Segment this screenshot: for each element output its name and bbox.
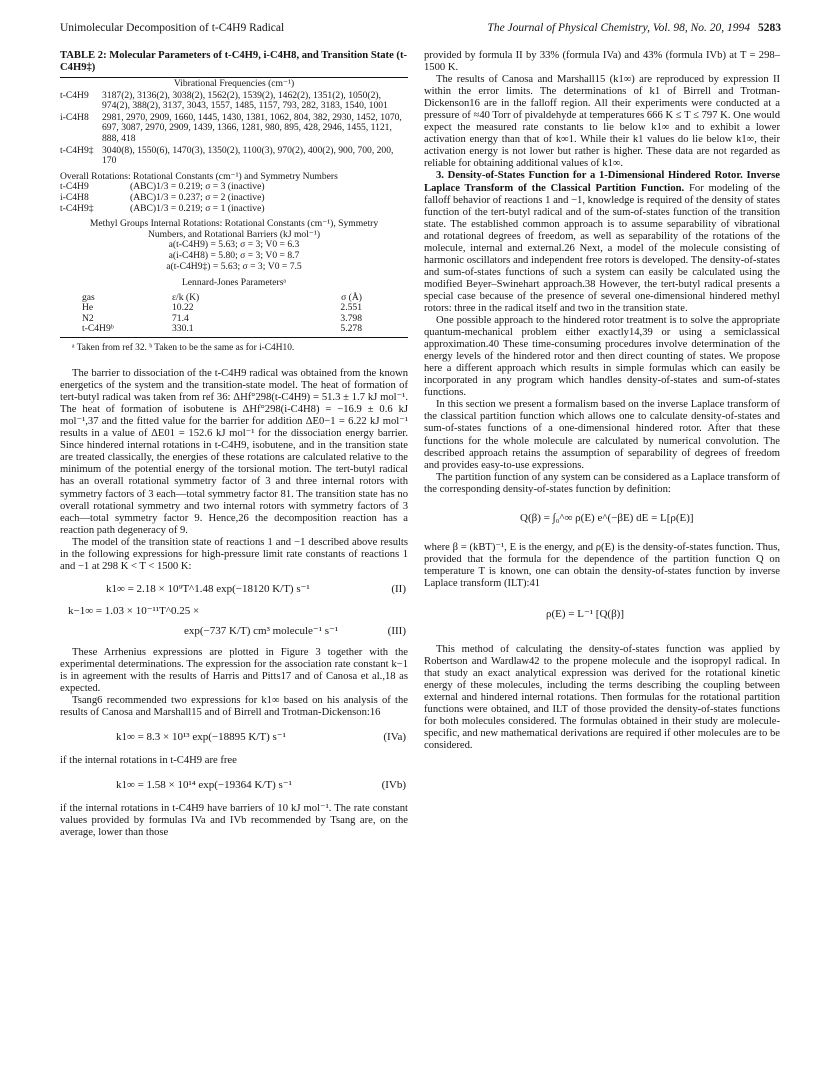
vib-row: t-C4H9 3187(2), 3136(2), 3038(2), 1562(2), 1539(2), 1462(2), 1351(2), 1050(2), 974(2), 388(2), 3137, 3043, 1557, 1485, 1157, 793, 282, 3183, 1540, 1001 — [60, 89, 388, 112]
methyl-row: a(t-C4H9) = 5.63; σ = 3; V0 = 6.3 — [168, 239, 300, 251]
lj-column-headers: gas ε/k (K) σ (Å) — [82, 291, 362, 303]
equation-III-line1: k−1∞ = 1.03 × 10⁻¹¹T^0.25 × — [68, 604, 200, 617]
paragraph: One possible approach to the hindered rotor treatment is to solve the appropriate quantum-mechanical problem either exactly14,39 or using a semiclassical approximation.40 These time-consuming procedures involve determination of the energy levels of the hindered rotor and then direct counting of states. We propose here a different approach which results in simple formulas which can easily be incorporated in any program which handles density-of-states and sum-of-states functions. — [424, 315, 780, 399]
page-number: 5283 — [758, 22, 781, 34]
lj-row: N2 71.4 3.798 — [82, 312, 362, 324]
section-heading: 3. Density-of-States Function for a 1-Dimensional Hindered Rotor. Inverse Laplace Transform of the Classical Partition Function. — [424, 170, 780, 194]
paragraph: This method of calculating the density-of-states function was applied by Robertson and Wardlaw42 to the propene molecule and the isopropyl radical. In that study an exact analytical expression was derived for the rotational kinetic energy of these molecules, including the terms describing the coupling between external and hindered internal rotations. Then formulas for the rotational partition functions were obtained, and ILT of those provided the density-of-states functions for both molecules considered. The formulas obtained in their study are molecule-specific, and new mathematical derivations are required if other molecules are to be considered. — [424, 643, 780, 752]
right-column — [424, 50, 780, 752]
lj-row: t-C4H9ᵇ 330.1 5.278 — [82, 323, 362, 335]
left-column — [60, 50, 408, 839]
table-bottom-rule — [60, 337, 408, 338]
paragraph: where β = (kBT)⁻¹, E is the energy, and ρ(E) is the density-of-states function. Thus, provided that the formula for the dependence of the partition function Q on temperature T is known, one can obtain the density-of-states function by inverse Laplace transform (ILT):41 — [424, 541, 780, 589]
paragraph: In this section we present a formalism based on the inverse Laplace transform of the classical partition function which allows one to calculate density-of-states and sum-of-states functions of a one-dimensional hindered rotor. After that these functions for the whole molecule are calculated by numerical convolution. The described approach retains the assumption of separability of degrees of freedom and provides easy-to-use expressions. — [424, 399, 780, 471]
paragraph: if the internal rotations in t-C4H9 have barriers of 10 kJ mol⁻¹. The rate constant values provided by formulas IVa and IVb recommended by Tsang are, on the average, lower than those — [60, 803, 408, 839]
paragraph: Tsang6 recommended two expressions for k1∞ based on his analysis of the results of Canosa and Marshall15 and of Birrell and Trotman-Dickenson:16 — [60, 695, 408, 719]
lj-row: He 10.22 2.551 — [82, 302, 362, 314]
equation-IVb: k1∞ = 1.58 × 10¹⁴ exp(−19364 K/T) s⁻¹ (IVb) — [116, 779, 406, 792]
paragraph: The results of Canosa and Marshall15 (k1∞) are reproduced by expression II within the error limits. The determinations of k1 of Birrell and Trotman-Dickenson16 are in the falloff region. All their experiments were conducted at a pressure of ≈40 Torr of pivaldehyde at temperatures 666 K ≤ T ≤ 797 K. One would expect the measured rate constants to lie below k1∞ and to exhibit a lower activation energy than that of k∞1. While their k1 values do lie below k1∞, their activation energy is not lower but rather is higher. These data are not regarded as reliable for obtaining additional values of k1∞. — [424, 74, 780, 170]
table-footnote: ᵃ Taken from ref 32. ᵇ Taken to be the same as for i-C4H10. — [72, 343, 295, 354]
vib-row: i-C4H8 2981, 2970, 2909, 1660, 1445, 1430, 1381, 1062, 804, 382, 2930, 1452, 1070, 697, 3087, 2970, 2909, 1439, 1366, 1281, 980, 895, 428, 2946, 1455, 1121, 888, 418 — [60, 111, 402, 144]
equation-partition-function: Q(β) = ∫₀^∞ ρ(E) e^(−βE) dE = L[ρ(E)] — [520, 511, 694, 524]
paragraph: These Arrhenius expressions are plotted in Figure 3 together with the experimental determinations. The expression for the association rate constant k−1 is in agreement with the results of Harris and Pitts17 and of Canosa et al.,18 as expected. — [60, 646, 408, 694]
overall-row: i-C4H8 (ABC)1/3 = 0.237; σ = 2 (inactive) — [60, 191, 265, 203]
methyl-rotations-header: Methyl Groups Internal Rotations: Rotational Constants (cm⁻¹), Symmetry Numbers, and Rotational Barriers (kJ mol⁻¹) — [89, 218, 379, 240]
running-title: Unimolecular Decomposition of t-C4H9 Radical — [60, 22, 285, 34]
overall-row: t-C4H9‡ (ABC)1/3 = 0.219; σ = 1 (inactive) — [60, 202, 265, 214]
methyl-row: a(t-C4H9‡) = 5.63; σ = 3; V0 = 7.5 — [166, 260, 302, 272]
equation-II: k1∞ = 2.18 × 10⁹T^1.48 exp(−18120 K/T) s⁻¹ (II) — [106, 582, 406, 595]
overall-row: t-C4H9 (ABC)1/3 = 0.219; σ = 3 (inactive) — [60, 181, 265, 193]
journal-citation: The Journal of Physical Chemistry, Vol. 98, No. 20, 1994 5283 — [487, 22, 781, 34]
vib-row: t-C4H9‡ 3040(8), 1550(6), 1470(3), 1350(2), 1100(3), 970(2), 400(2), 900, 700, 200, 170 — [60, 144, 394, 167]
vib-header: Vibrational Frequencies (cm⁻¹) — [173, 78, 295, 89]
overall-rotations-header: Overall Rotations: Rotational Constants (cm⁻¹) and Symmetry Numbers — [60, 170, 338, 182]
paragraph: The barrier to dissociation of the t-C4H9 radical was obtained from the known energetics of the system and the transition-state model. The heat of formation of tert-butyl radical was taken from ref 36: ΔHf°298(t-C4H9) = 51.3 ± 1.7 kJ mol⁻¹. The heat of formation of isobutene is ΔHf°298(i-C4H8) = −16.9 ± 0.6 kJ mol⁻¹,37 and the fitted value for the barrier for addition ΔE0−1 = 6.22 kJ mol⁻¹ results in a value of ΔE01 = 152.6 kJ mol⁻¹ for the dissociation energy barrier. Since hindered internal rotations in t-C4H9, isobutene, and in the transition state are treated classically, the energies of these rotations are calculated relative to the minimum of the potential energy of the torsional motion. The tert-butyl radical has an overall rotational symmetry factor of 3 and three internal rotors with symmetry factors of 3 each—total symmetry factor 81. The transition state has no overall rotational symmetry and two internal rotors with symmetry factors of 3 each—total symmetry factor 9. Hence,26 the decomposition reaction has a reaction path degeneracy of 9. — [60, 368, 408, 536]
running-header — [60, 22, 781, 38]
equation-inverse-laplace: ρ(E) = L⁻¹ [Q(β)] — [546, 607, 625, 620]
table-title: TABLE 2: Molecular Parameters of t-C4H9, i-C4H8, and Transition State (t-C4H9‡) — [60, 50, 408, 73]
table-2 — [60, 77, 408, 354]
section-3: 3. Density-of-States Function for a 1-Dimensional Hindered Rotor. Inverse Laplace Transform of the Classical Partition Function. For modeling of the falloff behavior of reactions 1 and −1, knowledge is required of the density of states function of the tert-butyl radical and of the sum-of-states function of the transition state. The established common approach is to assume separability of vibrational and rotational degrees of freedom, as well as separability of the rotations of the molecule, internal and external.26 Next, a model of the molecule consisting of harmonic oscillators and independent free rotors is developed. The density-of-states and sum-of-states functions of such a system can easily be calculated using the modified Beyer–Swinehart approach.38 However, the tert-butyl radical presents a special case because of the presence of several one-dimensional hindered methyl rotors: three in the radical itself and two in the transition state. — [424, 170, 781, 314]
paragraph: if the internal rotations in t-C4H9 are free — [60, 755, 237, 767]
paragraph: The model of the transition state of reactions 1 and −1 described above results in the following expressions for high-pressure limit rate constants of reactions 1 and −1 at 298 K < T < 1500 K: — [60, 536, 408, 572]
equation-III-line2: exp(−737 K/T) cm³ molecule⁻¹ s⁻¹ (III) — [184, 624, 406, 637]
lj-header: Lennard-Jones Parametersᵃ — [181, 277, 287, 289]
equation-IVa: k1∞ = 8.3 × 10¹³ exp(−18895 K/T) s⁻¹ (IVa) — [116, 731, 406, 744]
paragraph: provided by formula II by 33% (formula IVa) and 43% (formula IVb) at T = 298–1500 K. — [424, 50, 780, 74]
methyl-row: a(i-C4H8) = 5.80; σ = 3; V0 = 8.7 — [168, 249, 300, 261]
paragraph: The partition function of any system can be considered as a Laplace transform of the corresponding density-of-states function by definition: — [424, 471, 780, 495]
